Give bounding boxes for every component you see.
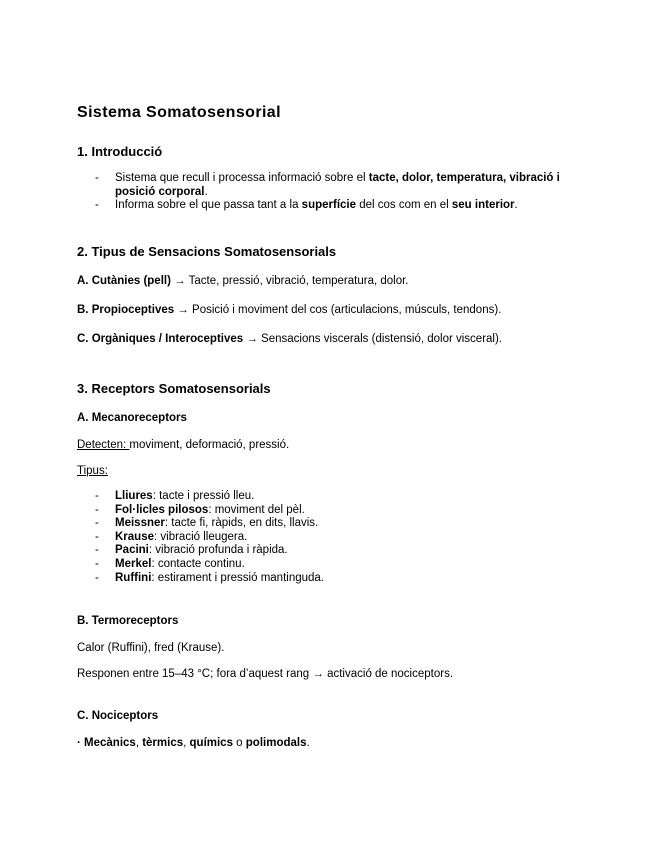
receptor-name: Meissner: [115, 517, 165, 530]
mecanoreceptor-types-list: [95, 490, 575, 585]
section-1-heading: 1. Introducció: [77, 144, 163, 159]
sensation-line-cutanies: [77, 274, 409, 288]
sensation-text: → Posició i moviment del cos (articulacions, músculs, tendons).: [174, 304, 502, 316]
receptor-name: Lliures: [115, 490, 153, 502]
sensation-text: → Tacte, pressió, vibració, temperatura, dolor.: [170, 275, 409, 287]
bullet-dash: -: [95, 530, 99, 543]
receptor-desc: : contacte continu.: [151, 557, 245, 570]
list-item: [95, 199, 585, 213]
list-item-text: del cos com en el: [356, 199, 452, 212]
list-item: [95, 572, 575, 586]
list-item-text: .: [514, 199, 518, 212]
nociceptor-type: Mecànics: [84, 737, 136, 749]
receptor-name: Krause: [115, 530, 154, 543]
receptor-name: Fol·licles pilosos: [115, 503, 209, 516]
separator: .: [306, 737, 310, 749]
list-item: [95, 531, 575, 545]
list-item: [95, 504, 575, 518]
list-item: [95, 172, 585, 199]
bullet-dash: -: [95, 503, 99, 516]
nociceptor-type: químics: [189, 737, 233, 749]
nociceptor-type: tèrmics: [142, 737, 184, 749]
nociceptors-heading: C. Nociceptors: [77, 710, 159, 722]
bullet-dash: -: [95, 172, 99, 184]
bullet-dash: -: [95, 544, 99, 557]
bullet-dash: -: [95, 571, 99, 584]
receptor-desc: : vibració profunda i ràpida.: [148, 544, 288, 557]
bullet-dash: -: [95, 517, 99, 530]
bullet-dot: ·: [77, 737, 85, 749]
bullet-dash: -: [95, 199, 99, 212]
nociceptor-type: polimodals: [245, 737, 307, 749]
separator: ,: [183, 737, 190, 749]
sensation-label: C. Orgàniques / Interoceptives: [77, 333, 244, 345]
receptor-desc: : moviment del pèl.: [208, 503, 305, 516]
list-item-text: Informa sobre el que passa tant a la: [115, 199, 302, 212]
nociceptors-line: [77, 736, 310, 750]
list-item-bold: tacte, dolor, temperatura, vibració i posició corporal: [115, 172, 560, 198]
sensation-label: B. Propioceptives: [77, 304, 175, 316]
section-3-heading: 3. Receptors Somatosensorials: [77, 381, 271, 396]
list-item: [95, 517, 575, 531]
receptor-desc: : tacte i pressió lleu.: [152, 490, 255, 502]
receptor-desc: : estirament i pressió mantinguda.: [151, 571, 324, 584]
receptor-desc: : vibració lleugera.: [154, 530, 248, 543]
list-item: [95, 558, 575, 572]
detecten-label: Detecten:: [77, 439, 130, 451]
receptor-desc: : tacte fi, ràpids, en dits, llavis.: [164, 517, 319, 530]
separator: o: [232, 737, 246, 749]
receptor-name: Pacini: [115, 544, 149, 557]
receptor-name: Merkel: [115, 557, 152, 570]
section-2-heading: 2. Tipus de Sensacions Somatosensorials: [77, 244, 337, 259]
list-item-bold: superfície: [301, 199, 356, 212]
list-item: [95, 490, 575, 504]
termoreceptors-heading: B. Termoreceptors: [77, 615, 179, 627]
list-item-text: Sistema que recull i processa informació sobre el: [115, 172, 369, 184]
sensation-label: A. Cutànies (pell): [77, 275, 171, 287]
list-item: [95, 544, 575, 558]
termoreceptors-line-2: Responen entre 15–43 °C; fora d’aquest rang → activació de nociceptors.: [77, 668, 454, 680]
termoreceptors-line-1: Calor (Ruffini), fred (Krause).: [77, 642, 225, 654]
list-item-text: .: [204, 185, 208, 198]
tipus-label: Tipus:: [77, 465, 108, 477]
intro-list: [95, 172, 585, 213]
detecten-text: moviment, deformació, pressió.: [129, 439, 290, 451]
detecten-line: [77, 438, 289, 452]
list-item-bold: seu interior: [451, 199, 515, 212]
sensation-text: → Sensacions viscerals (distensió, dolor visceral).: [243, 333, 503, 345]
separator: ,: [135, 737, 143, 749]
sensation-line-propioceptives: [77, 303, 501, 317]
receptor-name: Ruffini: [115, 571, 152, 584]
sensation-line-organiques: [77, 332, 502, 346]
bullet-dash: -: [95, 490, 99, 502]
document-title: Sistema Somatosensorial: [77, 104, 281, 121]
mecanoreceptors-heading: A. Mecanoreceptors: [77, 412, 187, 424]
bullet-dash: -: [95, 557, 99, 570]
